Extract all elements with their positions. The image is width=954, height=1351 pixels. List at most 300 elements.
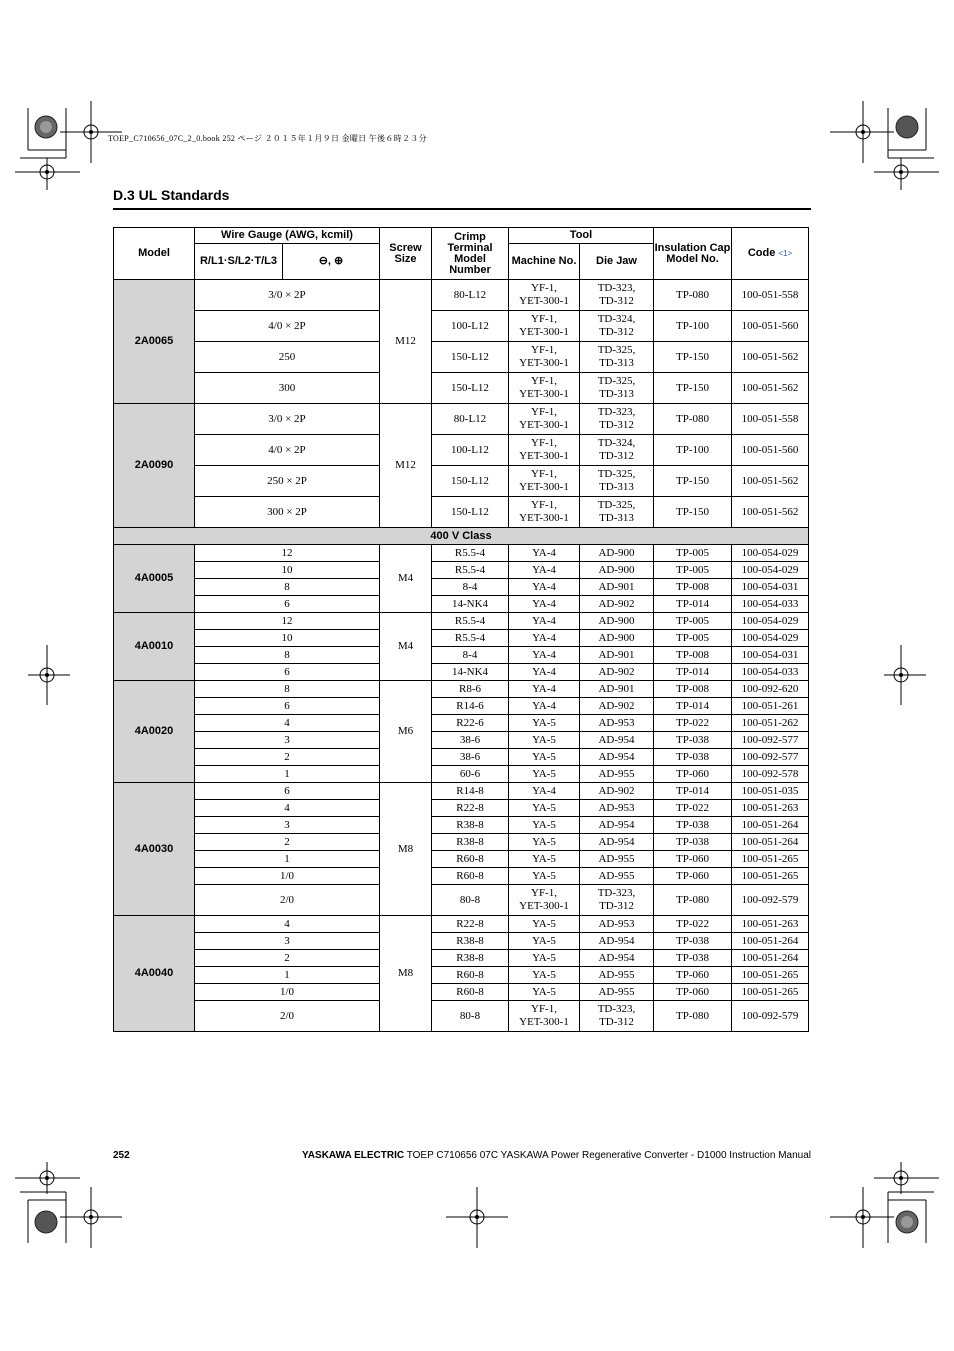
die-jaw-cell: AD-953 — [580, 916, 654, 933]
table-row — [114, 766, 809, 783]
die-jaw-cell — [580, 435, 654, 466]
insulation-cap-cell: TP-005 — [654, 545, 732, 562]
machine-no-cell-line2: YET-300-1 — [519, 1016, 569, 1028]
gauge-cell: 2 — [195, 834, 380, 851]
gauge-cell: 6 — [195, 596, 380, 613]
insulation-cap-cell: TP-038 — [654, 834, 732, 851]
gauge-cell: 4 — [195, 916, 380, 933]
crimp-terminal-cell: 150-L12 — [432, 466, 509, 497]
insulation-cap-cell: TP-038 — [654, 732, 732, 749]
model-cell: 4A0020 — [114, 681, 195, 783]
table-row — [114, 647, 809, 664]
screw-size-cell: M6 — [380, 681, 432, 783]
gauge-cell: 3/0 × 2P — [195, 404, 380, 435]
gauge-cell: 2/0 — [195, 885, 380, 916]
die-jaw-cell-line2: TD-313 — [599, 481, 634, 493]
crimp-terminal-cell: 80-L12 — [432, 404, 509, 435]
die-jaw-cell: AD-955 — [580, 766, 654, 783]
table-body-400v — [114, 545, 809, 1032]
gauge-cell: 6 — [195, 783, 380, 800]
insulation-cap-cell: TP-005 — [654, 562, 732, 579]
die-jaw-cell-line2: TD-313 — [599, 388, 634, 400]
crimp-terminal-cell: R38-8 — [432, 834, 509, 851]
table-row — [114, 630, 809, 647]
machine-no-cell-line1: YF-1, — [531, 282, 557, 294]
machine-no-cell: YA-5 — [509, 950, 580, 967]
footer-manual: TOEP C710656 07C YASKAWA Power Regenerative Converter - D1000 Instruction Manual — [404, 1150, 811, 1161]
insulation-cap-cell: TP-008 — [654, 579, 732, 596]
die-jaw-cell: AD-902 — [580, 783, 654, 800]
screw-size-cell: M4 — [380, 613, 432, 681]
die-jaw-cell — [580, 497, 654, 528]
model-cell: 4A0010 — [114, 613, 195, 681]
die-jaw-cell-line2: TD-313 — [599, 512, 634, 524]
code-cell: 100-051-265 — [732, 967, 809, 984]
die-jaw-cell: AD-955 — [580, 868, 654, 885]
gauge-cell: 6 — [195, 698, 380, 715]
code-cell: 100-051-562 — [732, 373, 809, 404]
machine-no-cell-line2: YET-300-1 — [519, 481, 569, 493]
code-cell: 100-054-029 — [732, 545, 809, 562]
code-cell: 100-054-029 — [732, 613, 809, 630]
die-jaw-cell-line1: TD-323, — [597, 406, 636, 418]
die-jaw-cell — [580, 342, 654, 373]
header-tool: Tool — [509, 228, 654, 244]
die-jaw-cell — [580, 885, 654, 916]
machine-no-cell — [509, 466, 580, 497]
code-cell: 100-051-560 — [732, 435, 809, 466]
header-code — [732, 228, 809, 280]
header-minus-plus: ⊖, ⊕ — [283, 244, 380, 280]
die-jaw-cell: AD-900 — [580, 613, 654, 630]
machine-no-cell-line2: YET-300-1 — [519, 388, 569, 400]
code-cell: 100-051-558 — [732, 404, 809, 435]
gauge-cell: 10 — [195, 562, 380, 579]
insulation-cap-cell: TP-150 — [654, 497, 732, 528]
machine-no-cell-line2: YET-300-1 — [519, 295, 569, 307]
crimp-terminal-cell: R60-8 — [432, 967, 509, 984]
crimp-terminal-cell: 60-6 — [432, 766, 509, 783]
header-die-jaw: Die Jaw — [580, 244, 654, 280]
insulation-cap-cell: TP-060 — [654, 868, 732, 885]
table-row — [114, 579, 809, 596]
gauge-cell: 12 — [195, 545, 380, 562]
machine-no-cell: YA-4 — [509, 664, 580, 681]
table-row — [114, 984, 809, 1001]
table-row — [114, 404, 809, 435]
crimp-terminal-cell: R14-6 — [432, 698, 509, 715]
header-wire-gauge: Wire Gauge (AWG, kcmil) — [195, 228, 380, 244]
crimp-terminal-cell: 80-L12 — [432, 280, 509, 311]
table-row — [114, 732, 809, 749]
insulation-cap-cell: TP-060 — [654, 766, 732, 783]
die-jaw-cell — [580, 1001, 654, 1032]
table-row — [114, 311, 809, 342]
table-row — [114, 342, 809, 373]
insulation-cap-cell: TP-080 — [654, 885, 732, 916]
gauge-cell: 1/0 — [195, 984, 380, 1001]
insulation-cap-cell: TP-080 — [654, 1001, 732, 1032]
machine-no-cell — [509, 342, 580, 373]
machine-no-cell-line1: YF-1, — [531, 375, 557, 387]
page-number: 252 — [113, 1150, 130, 1161]
machine-no-cell: YA-5 — [509, 916, 580, 933]
code-cell: 100-092-620 — [732, 681, 809, 698]
crimp-terminal-cell: 8-4 — [432, 579, 509, 596]
crimp-terminal-cell: R60-8 — [432, 984, 509, 1001]
machine-no-cell — [509, 885, 580, 916]
crimp-terminal-cell: R60-8 — [432, 868, 509, 885]
table-body-class — [114, 528, 809, 545]
machine-no-cell: YA-4 — [509, 545, 580, 562]
die-jaw-cell-line1: TD-323, — [597, 887, 636, 899]
table-row — [114, 933, 809, 950]
crimp-terminal-cell: R8-6 — [432, 681, 509, 698]
table-row — [114, 545, 809, 562]
crimp-terminal-cell: R38-8 — [432, 933, 509, 950]
die-jaw-cell: AD-953 — [580, 800, 654, 817]
machine-no-cell: YA-4 — [509, 783, 580, 800]
insulation-cap-cell: TP-014 — [654, 783, 732, 800]
gauge-cell: 4/0 × 2P — [195, 311, 380, 342]
die-jaw-cell: AD-954 — [580, 749, 654, 766]
table-row — [114, 435, 809, 466]
die-jaw-cell-line2: TD-312 — [599, 450, 634, 462]
gauge-cell: 10 — [195, 630, 380, 647]
machine-no-cell: YA-4 — [509, 630, 580, 647]
machine-no-cell: YA-5 — [509, 967, 580, 984]
code-cell: 100-092-579 — [732, 1001, 809, 1032]
machine-no-cell — [509, 497, 580, 528]
gauge-cell: 3 — [195, 732, 380, 749]
die-jaw-cell — [580, 404, 654, 435]
machine-no-cell: YA-4 — [509, 613, 580, 630]
table-row — [114, 373, 809, 404]
die-jaw-cell: AD-902 — [580, 596, 654, 613]
header-code-label: Code — [747, 247, 776, 259]
crimp-terminal-cell: 150-L12 — [432, 497, 509, 528]
die-jaw-cell: AD-954 — [580, 950, 654, 967]
machine-no-cell-line2: YET-300-1 — [519, 326, 569, 338]
code-cell: 100-051-558 — [732, 280, 809, 311]
code-cell: 100-054-031 — [732, 647, 809, 664]
gauge-cell: 8 — [195, 579, 380, 596]
table-row — [114, 562, 809, 579]
insulation-cap-cell: TP-005 — [654, 630, 732, 647]
die-jaw-cell-line1: TD-325, — [597, 499, 636, 511]
code-cell: 100-054-033 — [732, 596, 809, 613]
gauge-cell: 8 — [195, 647, 380, 664]
machine-no-cell-line1: YF-1, — [531, 468, 557, 480]
die-jaw-cell-line2: TD-312 — [599, 419, 634, 431]
table-row — [114, 681, 809, 698]
gauge-cell: 1 — [195, 766, 380, 783]
code-cell: 100-092-577 — [732, 749, 809, 766]
die-jaw-cell-line1: TD-323, — [597, 1003, 636, 1015]
model-cell: 2A0065 — [114, 280, 195, 404]
die-jaw-cell: AD-901 — [580, 681, 654, 698]
gauge-cell: 1/0 — [195, 868, 380, 885]
class-row-400v: 400 V Class — [114, 528, 809, 545]
code-cell: 100-051-264 — [732, 933, 809, 950]
insulation-cap-cell: TP-008 — [654, 647, 732, 664]
gauge-cell: 300 — [195, 373, 380, 404]
crimp-terminal-cell: 8-4 — [432, 647, 509, 664]
gauge-cell: 2 — [195, 749, 380, 766]
section-rule — [113, 208, 811, 210]
die-jaw-cell — [580, 466, 654, 497]
die-jaw-cell-line2: TD-312 — [599, 1016, 634, 1028]
model-cell: 2A0090 — [114, 404, 195, 528]
table-row — [114, 698, 809, 715]
die-jaw-cell: AD-955 — [580, 967, 654, 984]
die-jaw-cell-line2: TD-313 — [599, 357, 634, 369]
machine-no-cell: YA-4 — [509, 596, 580, 613]
table-row — [114, 885, 809, 916]
insulation-cap-cell: TP-150 — [654, 342, 732, 373]
die-jaw-cell: AD-955 — [580, 984, 654, 1001]
screw-size-cell: M4 — [380, 545, 432, 613]
insulation-cap-cell: TP-060 — [654, 967, 732, 984]
die-jaw-cell: AD-901 — [580, 579, 654, 596]
machine-no-cell: YA-5 — [509, 817, 580, 834]
gauge-cell: 1 — [195, 851, 380, 868]
die-jaw-cell-line2: TD-312 — [599, 295, 634, 307]
machine-no-cell: YA-5 — [509, 868, 580, 885]
gauge-cell: 1 — [195, 967, 380, 984]
table-row — [114, 817, 809, 834]
code-cell: 100-051-261 — [732, 698, 809, 715]
crimp-terminal-cell: R14-8 — [432, 783, 509, 800]
die-jaw-cell: AD-900 — [580, 545, 654, 562]
machine-no-cell: YA-5 — [509, 984, 580, 1001]
header-screw-size: Screw Size — [380, 228, 432, 280]
insulation-cap-cell: TP-022 — [654, 916, 732, 933]
die-jaw-cell: AD-900 — [580, 562, 654, 579]
insulation-cap-cell: TP-038 — [654, 950, 732, 967]
table-body-200v — [114, 280, 809, 528]
code-footnote-link[interactable]: <1> — [778, 249, 793, 258]
crimp-terminal-cell: R5.5-4 — [432, 562, 509, 579]
insulation-cap-cell: TP-100 — [654, 435, 732, 466]
machine-no-cell: YA-5 — [509, 800, 580, 817]
machine-no-cell — [509, 404, 580, 435]
crimp-terminal-cell: 150-L12 — [432, 342, 509, 373]
code-cell: 100-051-035 — [732, 783, 809, 800]
screw-size-cell: M8 — [380, 916, 432, 1032]
table-row — [114, 715, 809, 732]
die-jaw-cell: AD-954 — [580, 732, 654, 749]
code-cell: 100-092-579 — [732, 885, 809, 916]
crimp-terminal-cell: 38-6 — [432, 732, 509, 749]
machine-no-cell-line1: YF-1, — [531, 437, 557, 449]
insulation-cap-cell: TP-060 — [654, 984, 732, 1001]
machine-no-cell: YA-5 — [509, 851, 580, 868]
footer-manual-title — [302, 1150, 811, 1161]
header-insulation-cap: Insulation Cap Model No. — [654, 228, 732, 280]
insulation-cap-cell: TP-150 — [654, 466, 732, 497]
crimp-terminal-cell: R60-8 — [432, 851, 509, 868]
gauge-cell: 3/0 × 2P — [195, 280, 380, 311]
table-row — [114, 596, 809, 613]
machine-no-cell-line2: YET-300-1 — [519, 900, 569, 912]
table-row — [114, 466, 809, 497]
gauge-cell: 250 — [195, 342, 380, 373]
machine-no-cell — [509, 311, 580, 342]
table-row — [114, 834, 809, 851]
die-jaw-cell: AD-955 — [580, 851, 654, 868]
code-cell: 100-051-562 — [732, 342, 809, 373]
insulation-cap-cell: TP-014 — [654, 596, 732, 613]
code-cell: 100-051-264 — [732, 950, 809, 967]
insulation-cap-cell: TP-022 — [654, 715, 732, 732]
machine-no-cell-line2: YET-300-1 — [519, 450, 569, 462]
table-row — [114, 783, 809, 800]
crimp-terminal-cell: 150-L12 — [432, 373, 509, 404]
table-row — [114, 916, 809, 933]
code-cell: 100-051-263 — [732, 916, 809, 933]
section-title: D.3 UL Standards — [113, 187, 230, 203]
die-jaw-cell: AD-902 — [580, 698, 654, 715]
code-cell: 100-092-577 — [732, 732, 809, 749]
code-cell: 100-051-263 — [732, 800, 809, 817]
gauge-cell: 3 — [195, 933, 380, 950]
code-cell: 100-051-265 — [732, 984, 809, 1001]
header-machine-no: Machine No. — [509, 244, 580, 280]
footer-brand: YASKAWA ELECTRIC — [302, 1150, 405, 1161]
crimp-terminal-cell: R22-6 — [432, 715, 509, 732]
crimp-terminal-cell: 80-8 — [432, 885, 509, 916]
code-cell: 100-054-029 — [732, 630, 809, 647]
code-cell: 100-051-264 — [732, 817, 809, 834]
machine-no-cell-line2: YET-300-1 — [519, 512, 569, 524]
gauge-cell: 6 — [195, 664, 380, 681]
machine-no-cell: YA-5 — [509, 933, 580, 950]
machine-no-cell: YA-4 — [509, 681, 580, 698]
machine-no-cell — [509, 280, 580, 311]
machine-no-cell: YA-5 — [509, 715, 580, 732]
insulation-cap-cell: TP-080 — [654, 404, 732, 435]
table-row — [114, 613, 809, 630]
code-cell: 100-051-264 — [732, 834, 809, 851]
crimp-terminal-cell: 38-6 — [432, 749, 509, 766]
table-row — [114, 664, 809, 681]
gauge-cell: 4 — [195, 715, 380, 732]
print-info: TOEP_C710656_07C_2_0.book 252 ページ ２０１５年１月９日 金曜日 午後６時２３分 — [108, 134, 427, 143]
table-row — [114, 1001, 809, 1032]
crimp-terminal-cell: 14-NK4 — [432, 664, 509, 681]
machine-no-cell — [509, 373, 580, 404]
machine-no-cell: YA-4 — [509, 698, 580, 715]
machine-no-cell-line1: YF-1, — [531, 344, 557, 356]
insulation-cap-cell: TP-005 — [654, 613, 732, 630]
code-cell: 100-054-031 — [732, 579, 809, 596]
crimp-terminal-cell: R22-8 — [432, 916, 509, 933]
gauge-cell: 4 — [195, 800, 380, 817]
code-cell: 100-051-560 — [732, 311, 809, 342]
machine-no-cell-line2: YET-300-1 — [519, 357, 569, 369]
insulation-cap-cell: TP-150 — [654, 373, 732, 404]
gauge-cell: 8 — [195, 681, 380, 698]
insulation-cap-cell: TP-014 — [654, 698, 732, 715]
die-jaw-cell: AD-902 — [580, 664, 654, 681]
die-jaw-cell — [580, 373, 654, 404]
machine-no-cell-line1: YF-1, — [531, 313, 557, 325]
crimp-terminal-cell: 14-NK4 — [432, 596, 509, 613]
code-cell: 100-092-578 — [732, 766, 809, 783]
die-jaw-cell-line1: TD-325, — [597, 344, 636, 356]
header-model: Model — [114, 228, 195, 280]
insulation-cap-cell: TP-100 — [654, 311, 732, 342]
code-cell: 100-051-265 — [732, 868, 809, 885]
gauge-cell: 2/0 — [195, 1001, 380, 1032]
machine-no-cell-line2: YET-300-1 — [519, 419, 569, 431]
die-jaw-cell-line2: TD-312 — [599, 326, 634, 338]
table-row — [114, 868, 809, 885]
table-row — [114, 950, 809, 967]
machine-no-cell: YA-4 — [509, 647, 580, 664]
crimp-terminal-cell: 100-L12 — [432, 311, 509, 342]
die-jaw-cell-line1: TD-324, — [597, 313, 636, 325]
crimp-terminal-cell: R5.5-4 — [432, 630, 509, 647]
table-row — [114, 749, 809, 766]
die-jaw-cell: AD-954 — [580, 834, 654, 851]
gauge-cell: 12 — [195, 613, 380, 630]
die-jaw-cell-line1: TD-325, — [597, 375, 636, 387]
machine-no-cell: YA-5 — [509, 749, 580, 766]
gauge-cell: 4/0 × 2P — [195, 435, 380, 466]
header-rl1-sl2-tl3: R/L1·S/L2·T/L3 — [195, 244, 283, 280]
crimp-terminal-cell: R38-8 — [432, 950, 509, 967]
gauge-cell: 2 — [195, 950, 380, 967]
gauge-cell: 300 × 2P — [195, 497, 380, 528]
model-cell: 4A0040 — [114, 916, 195, 1032]
machine-no-cell: YA-5 — [509, 766, 580, 783]
header-crimp-terminal: Crimp Terminal Model Number — [432, 228, 509, 280]
die-jaw-cell-line2: TD-312 — [599, 900, 634, 912]
die-jaw-cell-line1: TD-324, — [597, 437, 636, 449]
code-cell: 100-051-562 — [732, 497, 809, 528]
table-row — [114, 851, 809, 868]
machine-no-cell: YA-5 — [509, 834, 580, 851]
model-cell: 4A0005 — [114, 545, 195, 613]
insulation-cap-cell: TP-022 — [654, 800, 732, 817]
screw-size-cell: M12 — [380, 404, 432, 528]
insulation-cap-cell: TP-080 — [654, 280, 732, 311]
machine-no-cell: YA-4 — [509, 579, 580, 596]
crimp-terminal-cell: R5.5-4 — [432, 613, 509, 630]
insulation-cap-cell: TP-014 — [654, 664, 732, 681]
insulation-cap-cell: TP-008 — [654, 681, 732, 698]
die-jaw-cell-line1: TD-323, — [597, 282, 636, 294]
die-jaw-cell: AD-954 — [580, 933, 654, 950]
insulation-cap-cell: TP-038 — [654, 933, 732, 950]
die-jaw-cell-line1: TD-325, — [597, 468, 636, 480]
screw-size-cell: M8 — [380, 783, 432, 916]
die-jaw-cell — [580, 280, 654, 311]
crimp-terminal-cell: R22-8 — [432, 800, 509, 817]
machine-no-cell: YA-5 — [509, 732, 580, 749]
insulation-cap-cell: TP-060 — [654, 851, 732, 868]
crimp-terminal-cell: R5.5-4 — [432, 545, 509, 562]
insulation-cap-cell: TP-038 — [654, 749, 732, 766]
gauge-cell: 250 × 2P — [195, 466, 380, 497]
machine-no-cell-line1: YF-1, — [531, 887, 557, 899]
table-row — [114, 497, 809, 528]
die-jaw-cell: AD-953 — [580, 715, 654, 732]
crimp-terminal-cell: 80-8 — [432, 1001, 509, 1032]
model-cell: 4A0030 — [114, 783, 195, 916]
